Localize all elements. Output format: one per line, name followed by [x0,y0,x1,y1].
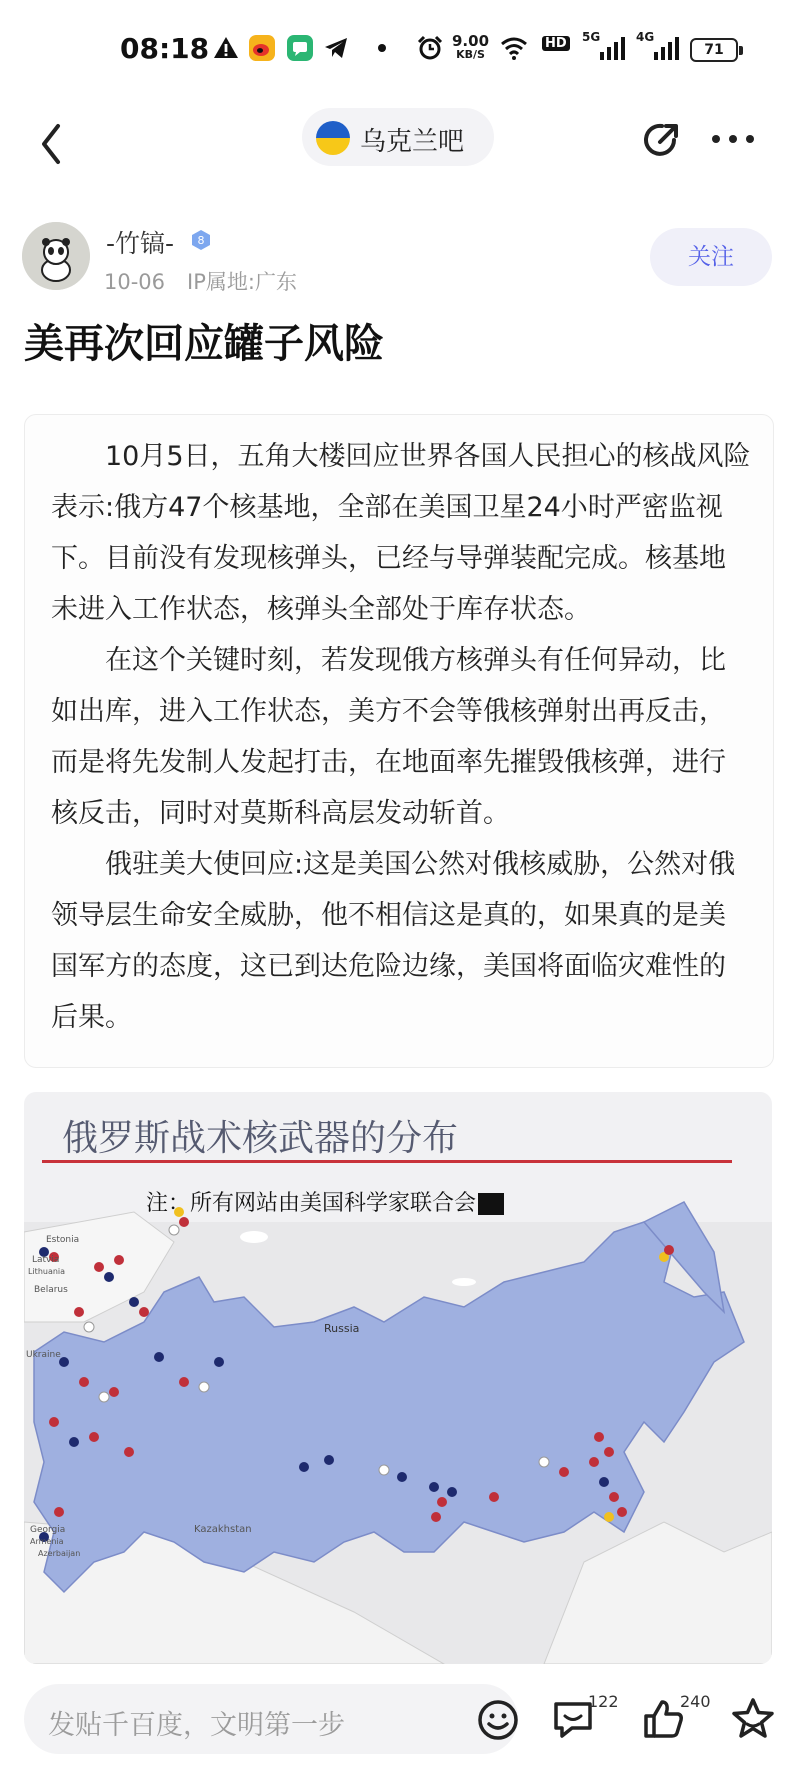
label-ukraine: Ukraine [26,1350,61,1360]
network-type-1: 5G [582,30,601,44]
more-options-icon[interactable] [708,122,758,156]
label-kazakhstan: Kazakhstan [194,1524,252,1535]
chat-app-icon [286,34,314,62]
svg-text:8: 8 [197,234,205,247]
share-edit-icon[interactable] [640,118,684,162]
level-badge-icon [190,229,212,251]
emoji-icon[interactable] [476,1698,520,1742]
star-icon[interactable] [730,1696,776,1742]
network-speed: 9.00 KB/S [452,32,490,61]
hd-badge: HD [542,36,570,51]
article-paragraph-3: 俄驻美大使回应:这是美国公然对俄核威胁，公然对俄领导层生命安全威胁，他不相信这是真的，如果真的是美国军方的态度，这已到达危险边缘，美国将面临灾难性的后果。 [51,849,736,1033]
comment-placeholder: 发贴千百度，文明第一步 [48,1710,345,1741]
comment-count: 122 [588,1692,619,1711]
network-type-2: 4G [636,30,655,44]
weibo-icon [248,34,276,62]
forum-pill[interactable] [302,108,494,166]
label-armenia: Armenia [30,1537,64,1546]
forum-name: 乌克兰吧 [360,127,465,157]
back-arrow-icon[interactable] [32,114,72,174]
alarm-icon [416,34,444,62]
post-title: 美再次回应罐子风险 [24,321,384,367]
status-time: 08:18 [120,32,210,65]
label-latvia: Latvia [32,1255,60,1265]
telegram-icon [322,34,350,62]
author-name[interactable]: -竹镐- [106,229,175,258]
ukraine-flag-icon [316,121,350,155]
follow-button[interactable]: 关注 [650,228,772,286]
wifi-icon [500,34,528,62]
label-belarus: Belarus [34,1285,68,1295]
post-meta [104,266,297,296]
avatar[interactable] [22,222,90,290]
signal-icon-1 [598,34,626,62]
map-note: 注：所有网站由美国科学家联合会 [146,1186,504,1217]
label-lithuania: Lithuania [28,1267,66,1276]
label-georgia: Georgia [30,1525,66,1535]
warning-icon [212,34,240,62]
dot-icon [368,34,396,62]
bottom-bar [0,1670,800,1778]
comment-input[interactable] [24,1684,518,1754]
map-title: 俄罗斯战术核武器的分布 [62,1118,459,1159]
signal-icon-2 [652,34,680,62]
article-paragraph-1: 10月5日，五角大楼回应世界各国人民担心的核战风险表示:俄方47个核基地，全部在美国卫星24小时严密监视下。目前没有发现核弹头，已经与导弹装配完成。核基地未进入工作状态，核弹头全部处于库存状态。 [51,441,751,625]
russia-map [24,1092,772,1664]
article-text-image[interactable] [24,414,774,1068]
like-count: 240 [680,1692,711,1711]
battery-indicator: 71 [690,38,738,62]
top-navigation [0,100,800,190]
label-estonia: Estonia [46,1235,80,1245]
article-paragraph-2: 在这个关键时刻，若发现俄方核弹头有任何异动，比如出库，进入工作状态，美方不会等俄核弹射出再反击，而是将先发制人发起打击，在地面率先摧毁俄核弹，进行核反击，同时对莫斯科高层发动斩首。 [51,645,726,829]
post-date: 10-06 [104,270,166,294]
label-russia: Russia [324,1322,360,1335]
label-azerbaijan: Azerbaijan [38,1549,81,1558]
ip-location: IP属地:广东 [187,270,297,294]
nuclear-map-image[interactable] [24,1092,772,1664]
status-bar [0,0,800,100]
